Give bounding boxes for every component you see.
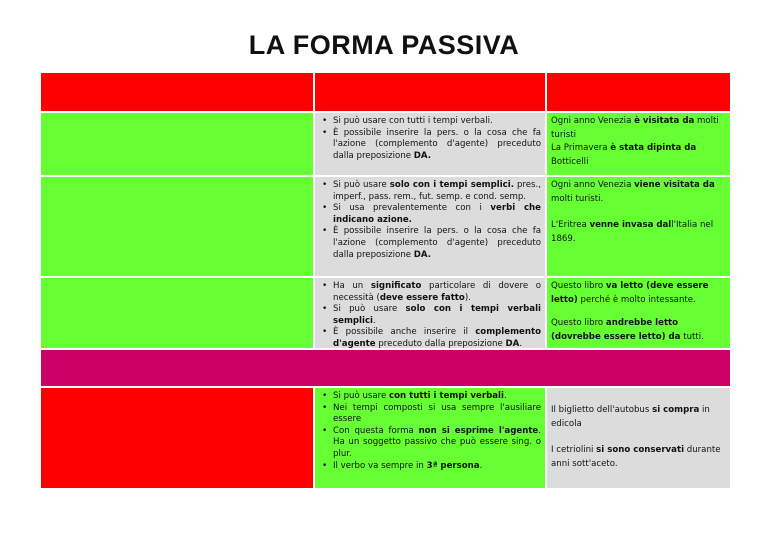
header-col-3 — [547, 73, 730, 111]
row-1-rules-cell — [315, 113, 545, 175]
rule-item: • Nei tempi composti si usa sempre l'ausiliare essere — [333, 403, 541, 426]
rule-item: • Ha un significato particolare di dovere o necessità (deve essere fatto). — [333, 281, 541, 304]
example-sentence: La Primavera è stata dipinta da Botticelli — [551, 143, 697, 167]
header-col-2 — [315, 73, 545, 111]
rule-item: • Si può usare solo con i tempi verbali semplici. — [333, 304, 541, 327]
example-sentence: I cetriolini si sono conservati durante anni sott'aceto. — [551, 445, 721, 469]
rule-item: • Si può usare con tutti i tempi verbali. — [333, 391, 541, 403]
rule-item: • È possibile inserire la pers. o la cosa che fa l'azione (complemento d'agente) preceduto dalla preposizione DA. — [333, 226, 541, 261]
rules-list — [315, 388, 545, 472]
example-sentence: L'Eritrea venne invasa dall'Italia nel 1869. — [551, 220, 714, 244]
page-title: LA FORMA PASSIVA — [248, 30, 520, 60]
row-1-label-cell — [41, 113, 313, 175]
row-3-examples-cell — [547, 278, 730, 348]
example-sentence: Questo libro andrebbe letto (dovrebbe essere letto) da tutti. — [551, 318, 704, 342]
rule-item: • Il verbo va sempre in 3ª persona. — [333, 461, 541, 473]
row-4-label-cell — [41, 388, 313, 488]
rules-list — [315, 113, 545, 162]
section-separator-bar — [41, 350, 730, 386]
rule-item: • Si può usare con tutti i tempi verbali. — [333, 116, 541, 128]
header-col-1 — [41, 73, 313, 111]
rule-item: • Si usa prevalentemente con i verbi che indicano azione. — [333, 203, 541, 226]
rule-item: • È possibile inserire la pers. o la cosa che fa l'azione (complemento d'agente) preceduto dalla preposizione DA. — [333, 128, 541, 163]
row-2-rules-cell — [315, 177, 545, 276]
row-2-label-cell — [41, 177, 313, 276]
row-3-label-cell — [41, 278, 313, 348]
example-sentence: Ogni anno Venezia viene visitata da molti turisti. — [551, 180, 715, 204]
example-sentence: Ogni anno Venezia è visitata da molti turisti — [551, 116, 719, 140]
rule-item: • Si può usare solo con i tempi semplici. pres., imperf., pass. rem., fut. semp. e cond. semp. — [333, 180, 541, 203]
row-4-rules-cell — [315, 388, 545, 488]
rule-item: • È possibile anche inserire il complemento d'agente preceduto dalla preposizione DA. — [333, 327, 541, 348]
row-1-examples-cell — [547, 113, 730, 175]
example-sentence: Questo libro va letto (deve essere letto) perché è molto intessante. — [551, 281, 709, 305]
rules-list — [315, 177, 545, 261]
rule-item: • Con questa forma non si esprime l'agente. Ha un soggetto passivo che può essere sing. o plur. — [333, 426, 541, 461]
row-2-examples-cell — [547, 177, 730, 276]
example-sentence: Il biglietto dell'autobus si compra in edicola — [551, 405, 710, 429]
row-4-examples-cell — [547, 388, 730, 488]
rules-list — [315, 278, 545, 348]
row-3-rules-cell — [315, 278, 545, 348]
